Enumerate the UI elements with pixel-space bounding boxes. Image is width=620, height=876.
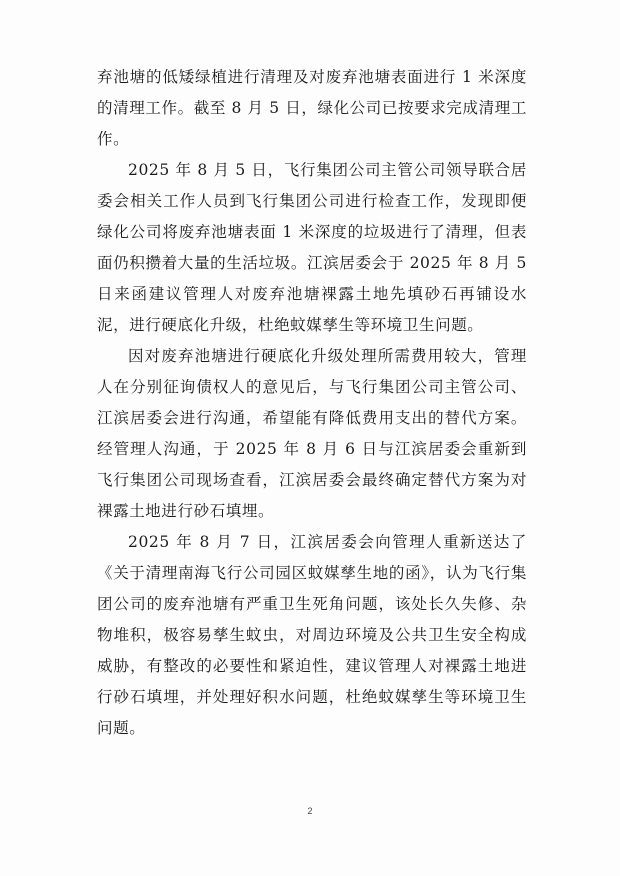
paragraph-inspection: 2025 年 8 月 5 日，飞行集团公司主管公司领导联合居委会相关工作人员到飞行集团公司进行检查工作，发现即便绿化公司将废弃池塘表面 1 米深度的垃圾进行了清理，但表面仍积攒着大量的生活垃圾。江滨居委会于 2025 年 8 月 5 日来函建议管理人对废弃池塘裸露土地先填砂石再铺设水泥，进行硬底化升级，杜绝蚊媒孳生等环境卫生问题。 (97, 161, 527, 334)
page-number: 2 (307, 806, 313, 816)
paragraph-alternative-plan: 因对废弃池塘进行硬底化升级处理所需费用较大，管理人在分别征询债权人的意见后，与飞行集团公司主管公司、江滨居委会进行沟通，希望能有降低费用支出的替代方案。经管理人沟通，于 2025 年 8 月 6 日与江滨居委会重新到飞行集团公司现场查看，江滨居委会最终确定替代方案为对裸露土地进行砂石填埋。 (97, 347, 527, 520)
paragraph-committee-letter: 2025 年 8 月 7 日，江滨居委会向管理人重新送达了《关于清理南海飞行公司园区蚊媒孳生地的函》，认为飞行集团公司的废弃池塘有严重卫生死角问题，该处长久失修、杂物堆积，极容易孳生蚊虫，对周边环境及公共卫生安全构成威胁，有整改的必要性和紧迫性，建议管理人对裸露土地进行砂石填埋，并处理好积水问题，杜绝蚊媒孳生等环境卫生问题。 (97, 533, 527, 737)
document-body (97, 62, 527, 744)
paragraph-continuation: 弃池塘的低矮绿植进行清理及对废弃池塘表面进行 1 米深度的清理工作。截至 8 月 5 日，绿化公司已按要求完成清理工作。 (97, 68, 527, 148)
